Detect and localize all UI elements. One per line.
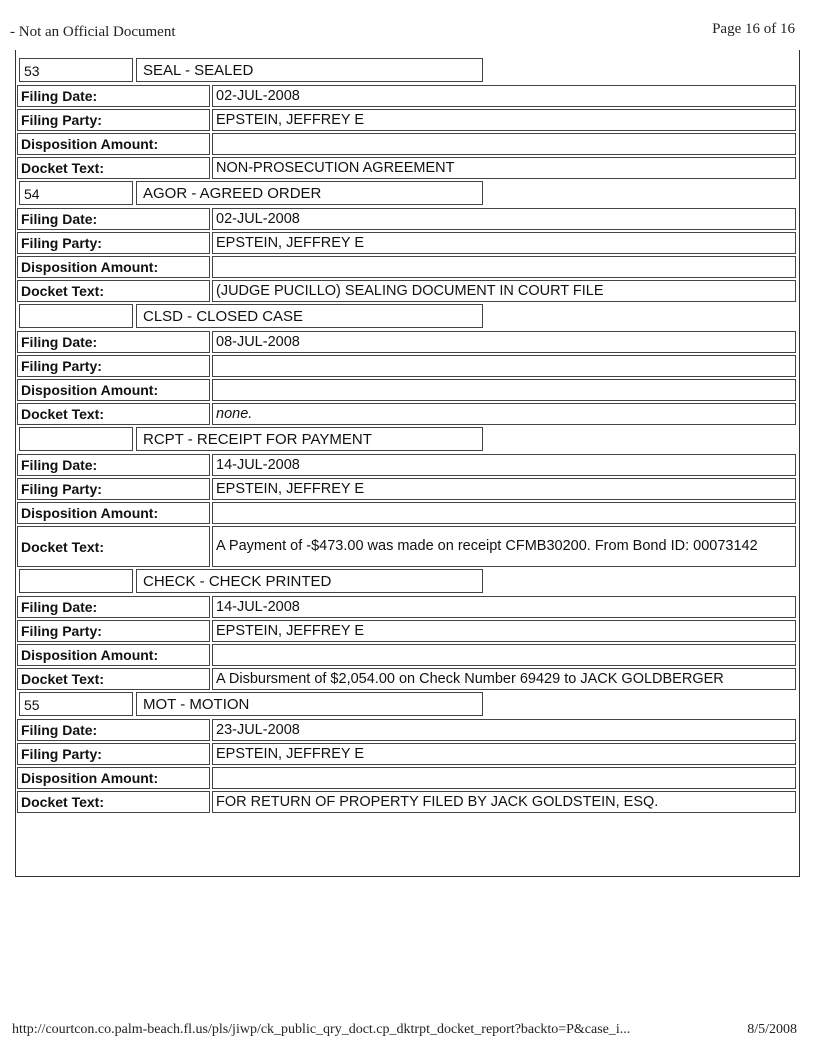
- filing-date-row: [17, 331, 796, 353]
- filing-party-row: [17, 743, 796, 765]
- docket-text-label: Docket Text:: [17, 791, 210, 813]
- disposition-amount-label: Disposition Amount:: [17, 133, 210, 155]
- disposition-amount-value: [212, 502, 796, 524]
- disposition-amount-value: [212, 133, 796, 155]
- filing-date-label: Filing Date:: [17, 208, 210, 230]
- docket-entry-type: MOT - MOTION: [136, 692, 483, 716]
- docket-text-label: Docket Text:: [17, 526, 210, 567]
- filing-party-label: Filing Party:: [17, 478, 210, 500]
- docket-text-row: [17, 157, 796, 179]
- disposition-amount-row: [17, 256, 796, 278]
- disposition-amount-row: [17, 379, 796, 401]
- filing-date-value: 14-JUL-2008: [212, 454, 796, 476]
- disposition-amount-row: [17, 767, 796, 789]
- docket-entry-type: CHECK - CHECK PRINTED: [136, 569, 483, 593]
- filing-party-value: EPSTEIN, JEFFREY E: [212, 478, 796, 500]
- docket-entry-number: [19, 569, 133, 593]
- filing-date-value: 02-JUL-2008: [212, 208, 796, 230]
- docket-entry-header: [17, 58, 796, 82]
- docket-text-row: [17, 668, 796, 690]
- docket-entry: [17, 569, 796, 690]
- filing-date-label: Filing Date:: [17, 454, 210, 476]
- docket-text-row: [17, 791, 796, 813]
- docket-entry-number: [19, 427, 133, 451]
- docket-entry-number: 54: [19, 181, 133, 205]
- disposition-amount-value: [212, 379, 796, 401]
- footer-date: 8/5/2008: [747, 1022, 797, 1037]
- disposition-amount-row: [17, 502, 796, 524]
- filing-date-value: 14-JUL-2008: [212, 596, 796, 618]
- disposition-amount-label: Disposition Amount:: [17, 644, 210, 666]
- filing-date-row: [17, 719, 796, 741]
- filing-date-value: 23-JUL-2008: [212, 719, 796, 741]
- docket-entry-type: RCPT - RECEIPT FOR PAYMENT: [136, 427, 483, 451]
- docket-text-value: (JUDGE PUCILLO) SEALING DOCUMENT IN COURT FILE: [212, 280, 796, 302]
- disposition-amount-row: [17, 133, 796, 155]
- docket-text-label: Docket Text:: [17, 403, 210, 425]
- disposition-amount-value: [212, 644, 796, 666]
- filing-party-value: EPSTEIN, JEFFREY E: [212, 743, 796, 765]
- docket-entry-header: [17, 304, 796, 328]
- docket-text-label: Docket Text:: [17, 280, 210, 302]
- filing-date-value: 08-JUL-2008: [212, 331, 796, 353]
- docket-entry-header: [17, 181, 796, 205]
- docket-text-value: A Disbursment of $2,054.00 on Check Number 69429 to JACK GOLDBERGER: [212, 668, 796, 690]
- disposition-amount-label: Disposition Amount:: [17, 502, 210, 524]
- docket-text-value: A Payment of -$473.00 was made on receipt CFMB30200. From Bond ID: 00073142: [212, 526, 796, 567]
- docket-entry-number: [19, 304, 133, 328]
- page-number: Page 16 of 16: [712, 21, 795, 37]
- docket-entry-header: [17, 569, 796, 593]
- filing-party-row: [17, 478, 796, 500]
- filing-date-label: Filing Date:: [17, 719, 210, 741]
- footer-url: http://courtcon.co.palm-beach.fl.us/pls/jiwp/ck_public_qry_doct.cp_dktrpt_docket_report?backto=P&case_i...: [12, 1022, 631, 1037]
- filing-date-row: [17, 85, 796, 107]
- filing-party-label: Filing Party:: [17, 743, 210, 765]
- filing-party-value: [212, 355, 796, 377]
- docket-entry: [17, 58, 796, 179]
- docket-report: [17, 58, 796, 815]
- filing-party-label: Filing Party:: [17, 232, 210, 254]
- docket-entry-number: 53: [19, 58, 133, 82]
- filing-date-row: [17, 454, 796, 476]
- docket-text-row: [17, 280, 796, 302]
- docket-text-label: Docket Text:: [17, 668, 210, 690]
- filing-party-value: EPSTEIN, JEFFREY E: [212, 109, 796, 131]
- filing-date-row: [17, 208, 796, 230]
- disposition-amount-value: [212, 256, 796, 278]
- document-notice: - Not an Official Document: [10, 24, 176, 40]
- docket-text-value: none.: [212, 403, 796, 425]
- filing-party-value: EPSTEIN, JEFFREY E: [212, 232, 796, 254]
- disposition-amount-value: [212, 767, 796, 789]
- docket-text-row: [17, 526, 796, 567]
- filing-date-label: Filing Date:: [17, 85, 210, 107]
- docket-entry-type: CLSD - CLOSED CASE: [136, 304, 483, 328]
- docket-entry: [17, 304, 796, 425]
- docket-entry: [17, 181, 796, 302]
- docket-text-value: FOR RETURN OF PROPERTY FILED BY JACK GOLDSTEIN, ESQ.: [212, 791, 796, 813]
- docket-entry-type: SEAL - SEALED: [136, 58, 483, 82]
- filing-party-row: [17, 620, 796, 642]
- filing-date-label: Filing Date:: [17, 331, 210, 353]
- docket-entry-header: [17, 427, 796, 451]
- filing-party-label: Filing Party:: [17, 109, 210, 131]
- docket-entry: [17, 692, 796, 813]
- filing-party-row: [17, 355, 796, 377]
- filing-party-row: [17, 109, 796, 131]
- docket-entry: [17, 427, 796, 567]
- docket-entry-header: [17, 692, 796, 716]
- filing-party-value: EPSTEIN, JEFFREY E: [212, 620, 796, 642]
- disposition-amount-label: Disposition Amount:: [17, 379, 210, 401]
- docket-entry-number: 55: [19, 692, 133, 716]
- filing-date-value: 02-JUL-2008: [212, 85, 796, 107]
- disposition-amount-label: Disposition Amount:: [17, 767, 210, 789]
- filing-party-row: [17, 232, 796, 254]
- disposition-amount-label: Disposition Amount:: [17, 256, 210, 278]
- docket-text-value: NON-PROSECUTION AGREEMENT: [212, 157, 796, 179]
- docket-text-row: [17, 403, 796, 425]
- filing-date-label: Filing Date:: [17, 596, 210, 618]
- filing-party-label: Filing Party:: [17, 355, 210, 377]
- docket-text-label: Docket Text:: [17, 157, 210, 179]
- filing-party-label: Filing Party:: [17, 620, 210, 642]
- filing-date-row: [17, 596, 796, 618]
- disposition-amount-row: [17, 644, 796, 666]
- docket-entry-type: AGOR - AGREED ORDER: [136, 181, 483, 205]
